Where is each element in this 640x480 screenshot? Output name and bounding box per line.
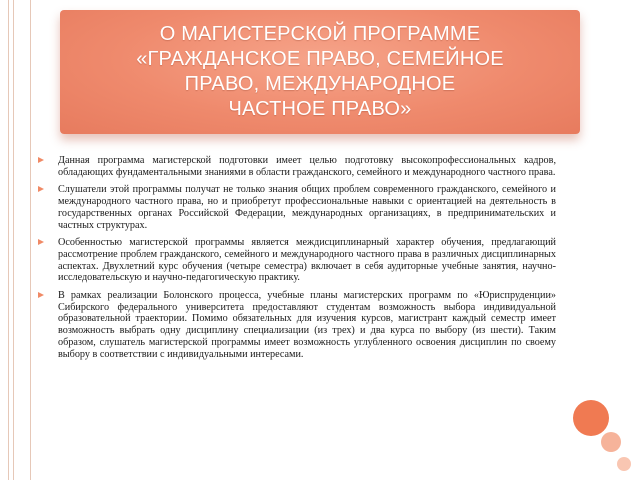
list-item <box>38 155 556 178</box>
decorative-circle <box>573 400 609 436</box>
bullet-arrow-icon <box>38 292 44 298</box>
bullet-arrow-icon <box>38 239 44 245</box>
list-item <box>38 237 556 284</box>
bullet-text: В рамках реализации Болонского процесса, учебные планы магистерских программ по «Юриспруденции» Сибирского федерального университета предоставляют студентам возможность выбора индивидуальной образовательной траектории. Помимо обязательных для изучения курсов, магистрант каждый семестр имеет возможность выбрать одну дисциплину специализации (из трех) и два курса по выбору (из шести). Таким образом, слушатель магистерской программы имеет возможность углубленного освоения дисциплин по своему выбору в соответствии с индивидуальными интересами. <box>58 290 556 360</box>
border-line <box>30 0 31 480</box>
border-line <box>13 0 14 480</box>
border-line <box>8 0 9 480</box>
list-item <box>38 290 556 360</box>
decorative-circle <box>601 432 621 452</box>
bullet-list <box>38 155 556 366</box>
bullet-arrow-icon <box>38 157 44 163</box>
bullet-arrow-icon <box>38 186 44 192</box>
list-item <box>38 184 556 231</box>
bullet-text: Данная программа магистерской подготовки имеет целью подготовку высокопрофессиональных кадров, обладающих фундаментальными знаниями в области гражданского, семейного и международного частного права. <box>58 155 556 178</box>
bullet-text: Особенностью магистерской программы является междисциплинарный характер обучения, предлагающий рассмотрение проблем гражданского, семейного и международного частного права в различных дисциплинарных аспектах. Двухлетний курс обучения (четыре семестра) включает в себя аудиторные учебные занятия, научно-исследовательскую и научно-педагогическую практику. <box>58 237 556 284</box>
title-banner <box>60 10 580 134</box>
bullet-text: Слушатели этой программы получат не только знания общих проблем современного гражданского, семейного и международного частного права, но и приобретут профессиональные навыки с ориентацией на деятельность в государственных органах Российской Федерации, международных организациях, в предпринимательских и частных структурах. <box>58 184 556 231</box>
slide-title: О МАГИСТЕРСКОЙ ПРОГРАММЕ «ГРАЖДАНСКОЕ ПРАВО, СЕМЕЙНОЕ ПРАВО, МЕЖДУНАРОДНОЕ ЧАСТНОЕ ПРАВО» <box>136 23 504 120</box>
decorative-circle <box>617 457 631 471</box>
